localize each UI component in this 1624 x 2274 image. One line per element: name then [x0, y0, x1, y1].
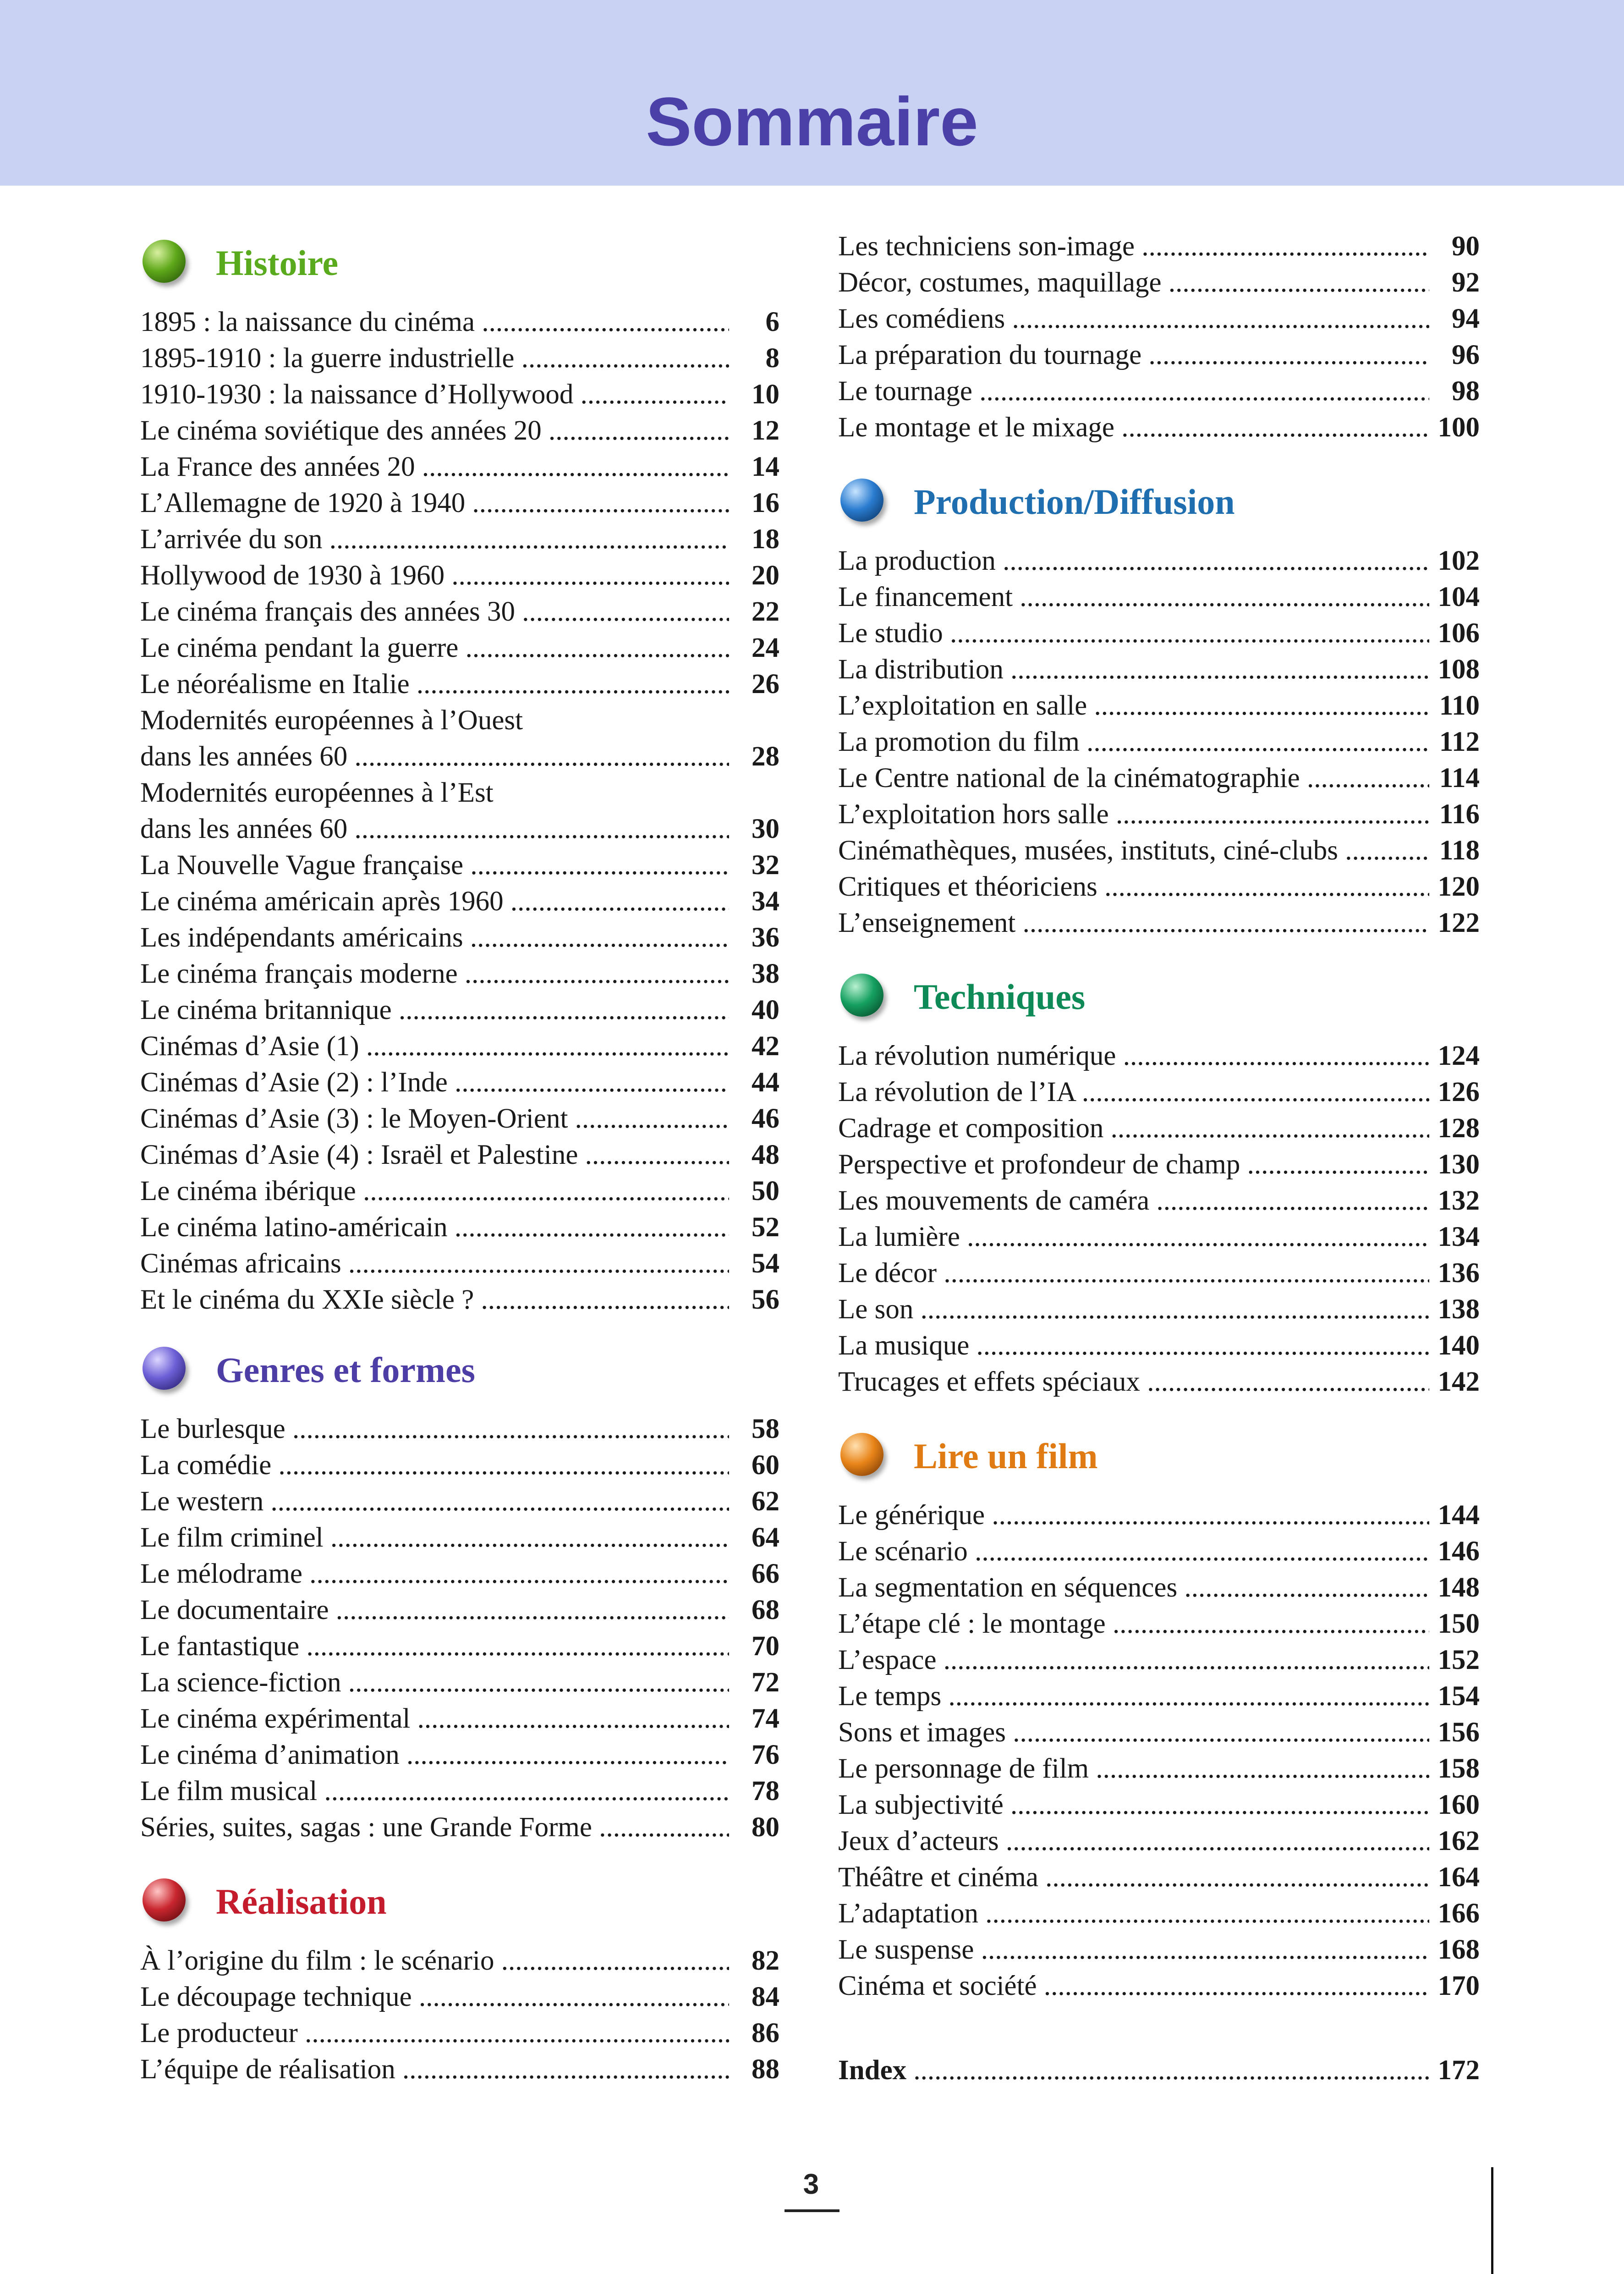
- toc-entry-page-number: 84: [752, 1982, 779, 2012]
- toc-entry-label: Le montage et le mixage .....: [838, 409, 1429, 446]
- toc-entry-label: L’exploitation hors salle .....: [838, 796, 1429, 832]
- toc-entry-page-number: 80: [752, 1812, 779, 1843]
- section-genres-et-formes[interactable]: [140, 1343, 779, 1843]
- toc-entry-label: Le cinéma latino-américain .....: [140, 1209, 729, 1245]
- toc-entry-page-number: 58: [752, 1414, 779, 1444]
- toc-entry[interactable]: [140, 1737, 779, 1773]
- toc-entry-page-number: 18: [752, 524, 779, 555]
- toc-entry[interactable]: [838, 1038, 1480, 1074]
- toc-entry[interactable]: [838, 760, 1480, 796]
- toc-entry-label: Cinémas d’Asie (4) : Israël et Palestine .....: [140, 1137, 729, 1173]
- toc-entry[interactable]: [140, 992, 779, 1028]
- toc-entry-page-number: 142: [1437, 1366, 1480, 1397]
- toc-entry[interactable]: [838, 1110, 1480, 1146]
- toc-entry-page-number: 112: [1439, 727, 1480, 757]
- toc-entry[interactable]: [838, 688, 1480, 724]
- toc-entry-label: Sons et images .....: [838, 1714, 1429, 1751]
- toc-entry-page-number: 74: [752, 1703, 779, 1734]
- toc-entry-page-number: 26: [752, 669, 779, 699]
- toc-entry-page-number: 50: [752, 1176, 779, 1206]
- toc-entry-page-number: 24: [752, 633, 779, 663]
- toc-entry-label: À l’origine du film : le scénario .....: [140, 1943, 729, 1979]
- toc-entry-label: La production .....: [838, 543, 1429, 579]
- toc-entry[interactable]: [838, 615, 1480, 651]
- section-title: Genres et formes: [216, 1350, 475, 1390]
- toc-entry[interactable]: [140, 702, 779, 738]
- toc-entry-label: Le cinéma soviétique des années 20 .....: [140, 413, 729, 449]
- toc-entry-page-number: 34: [752, 886, 779, 917]
- toc-entry[interactable]: [140, 2051, 779, 2087]
- toc-entry[interactable]: [838, 228, 1480, 264]
- toc-entry-page-number: 44: [752, 1067, 779, 1098]
- section-heading: [140, 1875, 779, 1930]
- toc-entry[interactable]: [140, 1664, 779, 1701]
- toc-entry[interactable]: [838, 264, 1480, 301]
- section-production-diffusion[interactable]: [838, 475, 1480, 938]
- toc-entry-label: L’équipe de réalisation .....: [140, 2051, 729, 2087]
- page-number-rule: [785, 2209, 839, 2212]
- toc-entry[interactable]: [838, 832, 1480, 869]
- toc-entry-page-number: 66: [752, 1558, 779, 1589]
- green-sphere-icon: [143, 240, 186, 283]
- toc-entry[interactable]: [140, 521, 779, 557]
- red-sphere-icon: [143, 1878, 186, 1922]
- toc-entry-page-number: 144: [1437, 1500, 1480, 1531]
- toc-entry-page-number: 156: [1437, 1717, 1480, 1748]
- toc-entry-page-number: 22: [752, 596, 779, 627]
- toc-entry-page-number: 12: [752, 415, 779, 446]
- toc-entry-label: Séries, suites, sagas : une Grande Forme .....: [140, 1809, 729, 1845]
- toc-entry-label: Le cinéma britannique .....: [140, 992, 729, 1028]
- toc-entry-label: La subjectivité .....: [838, 1787, 1429, 1823]
- toc-entry-page-number: 166: [1437, 1898, 1480, 1929]
- toc-entry-label: La Nouvelle Vague française .....: [140, 847, 729, 883]
- toc-entry-label: Perspective et profondeur de champ .....: [838, 1146, 1429, 1183]
- toc-entry-page-number: 68: [752, 1595, 779, 1625]
- toc-entry-page-number: 10: [752, 379, 779, 410]
- toc-entry[interactable]: [838, 1932, 1480, 1968]
- purple-sphere-icon: [143, 1347, 186, 1390]
- toc-entry-label: Modernités européennes à l’Ouest: [140, 705, 523, 736]
- toc-entry-label: Le cinéma expérimental .....: [140, 1701, 729, 1737]
- toc-entry-page-number: 30: [752, 814, 779, 844]
- page-number: 3: [803, 2169, 819, 2200]
- toc-entry-page-number: 170: [1437, 1971, 1480, 2001]
- toc-entry[interactable]: [140, 485, 779, 521]
- toc-entry-page-number: 14: [752, 451, 779, 482]
- toc-entry-page-number: 154: [1437, 1681, 1480, 1712]
- toc-entry[interactable]: [838, 1642, 1480, 1678]
- toc-entry-page-number: 102: [1437, 545, 1480, 576]
- toc-entry-label: L’adaptation .....: [838, 1895, 1429, 1932]
- margin-rule: [1491, 2167, 1493, 2274]
- toc-entry-label: La musique .....: [838, 1327, 1429, 1364]
- page-title: Sommaire: [646, 83, 978, 160]
- toc-entry-label: L’arrivée du son .....: [140, 521, 729, 557]
- toc-entry-page-number: 146: [1437, 1536, 1480, 1567]
- toc-entry-label: La révolution numérique .....: [838, 1038, 1429, 1074]
- toc-entry-label: Le son .....: [838, 1291, 1429, 1327]
- toc-entry-page-number: 32: [752, 850, 779, 881]
- toc-entry-label: La France des années 20 .....: [140, 449, 729, 485]
- toc-entry-label: Cinémas d’Asie (1) .....: [140, 1028, 729, 1064]
- toc-entry-page-number: 38: [752, 958, 779, 989]
- toc-entry-label: Le néoréalisme en Italie .....: [140, 666, 729, 702]
- section-title: Production/Diffusion: [914, 482, 1235, 522]
- toc-entry[interactable]: [838, 1787, 1480, 1823]
- toc-entry[interactable]: [140, 304, 779, 340]
- toc-entry-page-number: 64: [752, 1522, 779, 1553]
- section-heading: [140, 1343, 779, 1398]
- toc-entry-page-number: 70: [752, 1631, 779, 1662]
- blue-sphere-icon: [840, 479, 883, 522]
- toc-entry-label: Index .....: [838, 2052, 1429, 2088]
- toc-entry-label: La promotion du film .....: [838, 724, 1429, 760]
- toc-entry[interactable]: [838, 1364, 1480, 1400]
- toc-entry[interactable]: [140, 1028, 779, 1064]
- toc-entry-label: La révolution de l’IA .....: [838, 1074, 1429, 1110]
- section-techniques[interactable]: [838, 970, 1480, 1397]
- toc-entry-label: Cinémas d’Asie (3) : le Moyen-Orient .....: [140, 1101, 729, 1137]
- toc-entry-label: Le film criminel .....: [140, 1520, 729, 1556]
- toc-entry[interactable]: [140, 1979, 779, 2015]
- section-heading: [838, 1429, 1480, 1484]
- section-histoire[interactable]: [140, 236, 779, 1315]
- toc-entry[interactable]: [140, 340, 779, 376]
- toc-entry[interactable]: [838, 724, 1480, 760]
- toc-entry-page-number: 36: [752, 922, 779, 953]
- toc-entry[interactable]: [140, 956, 779, 992]
- toc-entry-label: L’Allemagne de 1920 à 1940 .....: [140, 485, 729, 521]
- toc-entry-page-number: 48: [752, 1140, 779, 1170]
- toc-entry-index[interactable]: [838, 2052, 1480, 2088]
- toc-entry[interactable]: [838, 1606, 1480, 1642]
- toc-entry-label: Le cinéma d’animation .....: [140, 1737, 729, 1773]
- toc-entry[interactable]: [140, 1411, 779, 1447]
- toc-entry-page-number: 132: [1437, 1185, 1480, 1216]
- toc-entry[interactable]: [140, 666, 779, 702]
- toc-entry[interactable]: [140, 847, 779, 883]
- toc-entry-page-number: 134: [1437, 1222, 1480, 1252]
- toc-entry-page-number: 98: [1452, 376, 1480, 407]
- toc-entry-label: Le western .....: [140, 1483, 729, 1520]
- toc-entry-page-number: 60: [752, 1450, 779, 1481]
- toc-entry[interactable]: [140, 2015, 779, 2051]
- teal-sphere-icon: [840, 974, 883, 1017]
- toc-entry-page-number: 140: [1437, 1330, 1480, 1361]
- toc-entry-page-number: 106: [1437, 618, 1480, 649]
- toc-entry-label: Le fantastique .....: [140, 1628, 729, 1664]
- toc-entry[interactable]: [838, 796, 1480, 832]
- toc-entry[interactable]: [838, 1678, 1480, 1714]
- toc-entry[interactable]: [838, 1327, 1480, 1364]
- toc-entry-page-number: 110: [1439, 690, 1480, 721]
- toc-entry[interactable]: [140, 1209, 779, 1245]
- toc-entry[interactable]: [140, 775, 779, 811]
- toc-entry-page-number: 164: [1437, 1862, 1480, 1893]
- toc-entry[interactable]: [838, 1751, 1480, 1787]
- toc-entry-page-number: 96: [1452, 340, 1480, 370]
- toc-entry-label: Le scénario .....: [838, 1533, 1429, 1569]
- toc-entry-label: Le burlesque .....: [140, 1411, 729, 1447]
- toc-entry[interactable]: [140, 630, 779, 666]
- toc-entry[interactable]: [140, 1282, 779, 1318]
- toc-entry-label: 1895 : la naissance du cinéma .....: [140, 304, 729, 340]
- toc-entry-page-number: 90: [1452, 231, 1480, 262]
- toc-entry-label: Les comédiens .....: [838, 301, 1429, 337]
- toc-entry-label: Le Centre national de la cinématographie .....: [838, 760, 1429, 796]
- toc-entry-label: 1895-1910 : la guerre industrielle .....: [140, 340, 729, 376]
- section-realisation[interactable]: [140, 1875, 779, 2085]
- toc-entry[interactable]: [838, 409, 1480, 446]
- toc-entry-page-number: 92: [1452, 267, 1480, 298]
- toc-entry-page-number: 82: [752, 1945, 779, 1976]
- toc-entry-label: Critiques et théoriciens .....: [838, 869, 1429, 905]
- toc-entry[interactable]: [838, 1714, 1480, 1751]
- toc-entry-label: Trucages et effets spéciaux .....: [838, 1364, 1429, 1400]
- toc-entry-label: L’étape clé : le montage .....: [838, 1606, 1429, 1642]
- toc-entry[interactable]: [838, 1183, 1480, 1219]
- toc-entry-label: 1910-1930 : la naissance d’Hollywood .....: [140, 376, 729, 413]
- toc-entry-page-number: 118: [1439, 835, 1480, 866]
- toc-entry-label: L’enseignement .....: [838, 905, 1429, 941]
- toc-entry-label: Le cinéma américain après 1960 .....: [140, 883, 729, 920]
- toc-entry-page-number: 94: [1452, 303, 1480, 334]
- toc-entry-label: Et le cinéma du XXIe siècle ? .....: [140, 1282, 729, 1318]
- toc-entry-page-number: 62: [752, 1486, 779, 1517]
- toc-entry[interactable]: [838, 869, 1480, 905]
- toc-entry-label: Cadrage et composition .....: [838, 1110, 1429, 1146]
- toc-entry[interactable]: [140, 1245, 779, 1282]
- toc-entry-page-number: 78: [752, 1776, 779, 1806]
- toc-entry[interactable]: [140, 449, 779, 485]
- toc-entry-page-number: 138: [1437, 1294, 1480, 1325]
- toc-entry-page-number: 158: [1437, 1753, 1480, 1784]
- toc-entry[interactable]: [838, 543, 1480, 579]
- section-title: Techniques: [914, 977, 1086, 1017]
- toc-entry[interactable]: [838, 337, 1480, 373]
- toc-entry[interactable]: [838, 373, 1480, 409]
- toc-entry[interactable]: [140, 811, 779, 847]
- section-heading: [838, 970, 1480, 1025]
- toc-entry-label: Les mouvements de caméra .....: [838, 1183, 1429, 1219]
- toc-entry-page-number: 100: [1437, 412, 1480, 443]
- toc-entry-label: Le financement .....: [838, 579, 1429, 615]
- toc-entry[interactable]: [838, 1968, 1480, 2004]
- toc-entry-page-number: 20: [752, 560, 779, 591]
- toc-entry-label: Le temps .....: [838, 1678, 1429, 1714]
- toc-entry-label: Théâtre et cinéma .....: [838, 1859, 1429, 1895]
- toc-entry[interactable]: [140, 1701, 779, 1737]
- toc-entry-page-number: 120: [1437, 871, 1480, 902]
- toc-entry-page-number: 160: [1437, 1789, 1480, 1820]
- toc-entry[interactable]: [838, 1859, 1480, 1895]
- toc-entry[interactable]: [140, 1064, 779, 1101]
- toc-entry[interactable]: [140, 883, 779, 920]
- toc-entry[interactable]: [140, 738, 779, 775]
- toc-entry[interactable]: [140, 413, 779, 449]
- toc-entry-page-number: 76: [752, 1740, 779, 1770]
- toc-entry-label: Le cinéma français des années 30 .....: [140, 594, 729, 630]
- toc-entry-page-number: 148: [1437, 1572, 1480, 1603]
- toc-entry[interactable]: [140, 594, 779, 630]
- toc-entry-label: dans les années 60 .....: [140, 811, 729, 847]
- toc-entry-label: Le générique .....: [838, 1497, 1429, 1533]
- toc-entry-page-number: 86: [752, 2018, 779, 2048]
- toc-entry-label: La distribution .....: [838, 651, 1429, 688]
- section-title: Histoire: [216, 243, 339, 283]
- toc-entry[interactable]: [140, 1943, 779, 1979]
- toc-entry[interactable]: [838, 1497, 1480, 1533]
- toc-entry-label: Le décor .....: [838, 1255, 1429, 1291]
- toc-entry-page-number: 124: [1437, 1041, 1480, 1071]
- toc-entry[interactable]: [140, 1556, 779, 1592]
- toc-entry-page-number: 46: [752, 1103, 779, 1134]
- toc-entry[interactable]: [140, 1773, 779, 1809]
- toc-entry-page-number: 8: [765, 343, 779, 374]
- toc-entry-label: Le personnage de film .....: [838, 1751, 1429, 1787]
- toc-entry-label: Décor, costumes, maquillage .....: [838, 264, 1429, 301]
- section-title: Lire un film: [914, 1436, 1098, 1476]
- toc-entry-page-number: 152: [1437, 1645, 1480, 1675]
- toc-entry[interactable]: [838, 1533, 1480, 1569]
- toc-entry[interactable]: [838, 1823, 1480, 1859]
- toc-entry[interactable]: [140, 557, 779, 594]
- toc-entry-page-number: 72: [752, 1667, 779, 1698]
- toc-entry-page-number: 6: [765, 307, 779, 337]
- toc-entry[interactable]: [140, 1137, 779, 1173]
- toc-entry-page-number: 128: [1437, 1113, 1480, 1144]
- toc-entry[interactable]: [838, 651, 1480, 688]
- section-heading: [838, 475, 1480, 530]
- toc-entry-label: Le studio .....: [838, 615, 1429, 651]
- section-lire-un-film[interactable]: [838, 1429, 1480, 2001]
- toc-entry-label: Jeux d’acteurs .....: [838, 1823, 1429, 1859]
- toc-entry-page-number: 150: [1437, 1608, 1480, 1639]
- toc-entry[interactable]: [140, 1101, 779, 1137]
- toc-entry-label: Le cinéma pendant la guerre .....: [140, 630, 729, 666]
- toc-entry[interactable]: [140, 1520, 779, 1556]
- toc-entry-page-number: 122: [1437, 908, 1480, 938]
- toc-entry-label: Cinémas africains .....: [140, 1245, 729, 1282]
- toc-entry-label: Le tournage .....: [838, 373, 1429, 409]
- toc-entry-label: Le documentaire .....: [140, 1592, 729, 1628]
- toc-entry[interactable]: [140, 920, 779, 956]
- toc-entry-page-number: 108: [1437, 654, 1480, 685]
- toc-entry[interactable]: [838, 1291, 1480, 1327]
- toc-entry-label: Les indépendants américains .....: [140, 920, 729, 956]
- toc-entry[interactable]: [838, 1146, 1480, 1183]
- toc-entry[interactable]: [140, 1483, 779, 1520]
- toc-entry-label: La comédie .....: [140, 1447, 729, 1483]
- toc-entry-page-number: 52: [752, 1212, 779, 1243]
- toc-entry-label: La segmentation en séquences .....: [838, 1569, 1429, 1606]
- toc-entry-label: La science-fiction .....: [140, 1664, 729, 1701]
- toc-entry[interactable]: [838, 301, 1480, 337]
- toc-entry[interactable]: [838, 1895, 1480, 1932]
- toc-entry-page-number: 40: [752, 995, 779, 1025]
- toc-entry[interactable]: [838, 1219, 1480, 1255]
- toc-entry[interactable]: [140, 1628, 779, 1664]
- toc-entry-label: L’espace .....: [838, 1642, 1429, 1678]
- toc-entry-label: La lumière .....: [838, 1219, 1429, 1255]
- toc-entry-label: Le film musical .....: [140, 1773, 729, 1809]
- toc-entry-page-number: 56: [752, 1284, 779, 1315]
- toc-entry-page-number: 126: [1437, 1077, 1480, 1107]
- toc-entry[interactable]: [140, 1173, 779, 1209]
- toc-entry-page-number: 88: [752, 2054, 779, 2085]
- toc-entry-page-number: 114: [1439, 763, 1480, 793]
- toc-entry[interactable]: [838, 905, 1480, 941]
- toc-entry-label: Le producteur .....: [140, 2015, 729, 2051]
- toc-entry-label: Cinémas d’Asie (2) : l’Inde .....: [140, 1064, 729, 1101]
- toc-entry-label: Le cinéma français moderne .....: [140, 956, 729, 992]
- toc-entry[interactable]: [140, 1809, 779, 1845]
- toc-entry[interactable]: [140, 1592, 779, 1628]
- toc-entry-page-number: 172: [1437, 2055, 1480, 2086]
- toc-entry-label: Cinémathèques, musées, instituts, ciné-clubs .....: [838, 832, 1429, 869]
- toc-entry-label: dans les années 60 .....: [140, 738, 729, 775]
- toc-entry-label: Le découpage technique .....: [140, 1979, 729, 2015]
- toc-entry-label: Les techniciens son-image .....: [838, 228, 1429, 264]
- toc-entry[interactable]: [838, 1074, 1480, 1110]
- toc-entry-page-number: 168: [1437, 1934, 1480, 1965]
- toc-entry-label: Le suspense .....: [838, 1932, 1429, 1968]
- orange-sphere-icon: [840, 1433, 883, 1476]
- toc-entry-page-number: 42: [752, 1031, 779, 1062]
- toc-entry-page-number: 28: [752, 741, 779, 772]
- toc-entry[interactable]: [838, 1569, 1480, 1606]
- toc-entry-label: Hollywood de 1930 à 1960 .....: [140, 557, 729, 594]
- toc-entry[interactable]: [838, 579, 1480, 615]
- toc-entry-label: Le cinéma ibérique .....: [140, 1173, 729, 1209]
- toc-entry-page-number: 136: [1437, 1258, 1480, 1288]
- section-title: Réalisation: [216, 1882, 387, 1922]
- section-heading: [140, 236, 779, 291]
- toc-entry-page-number: 162: [1437, 1826, 1480, 1856]
- toc-entry-label: La préparation du tournage .....: [838, 337, 1429, 373]
- toc-entry-page-number: 104: [1437, 582, 1480, 612]
- toc-entry-label: Modernités européennes à l’Est: [140, 777, 494, 808]
- toc-entry-page-number: 16: [752, 488, 779, 518]
- toc-entry-label: Le mélodrame .....: [140, 1556, 729, 1592]
- toc-entry[interactable]: [838, 1255, 1480, 1291]
- toc-entry-page-number: 54: [752, 1248, 779, 1279]
- toc-entry[interactable]: [140, 1447, 779, 1483]
- toc-entry-page-number: 130: [1437, 1149, 1480, 1180]
- toc-entry[interactable]: [140, 376, 779, 413]
- toc-entry-label: Cinéma et société .....: [838, 1968, 1429, 2004]
- toc-entry-page-number: 116: [1439, 799, 1480, 830]
- toc-entry-label: L’exploitation en salle .....: [838, 688, 1429, 724]
